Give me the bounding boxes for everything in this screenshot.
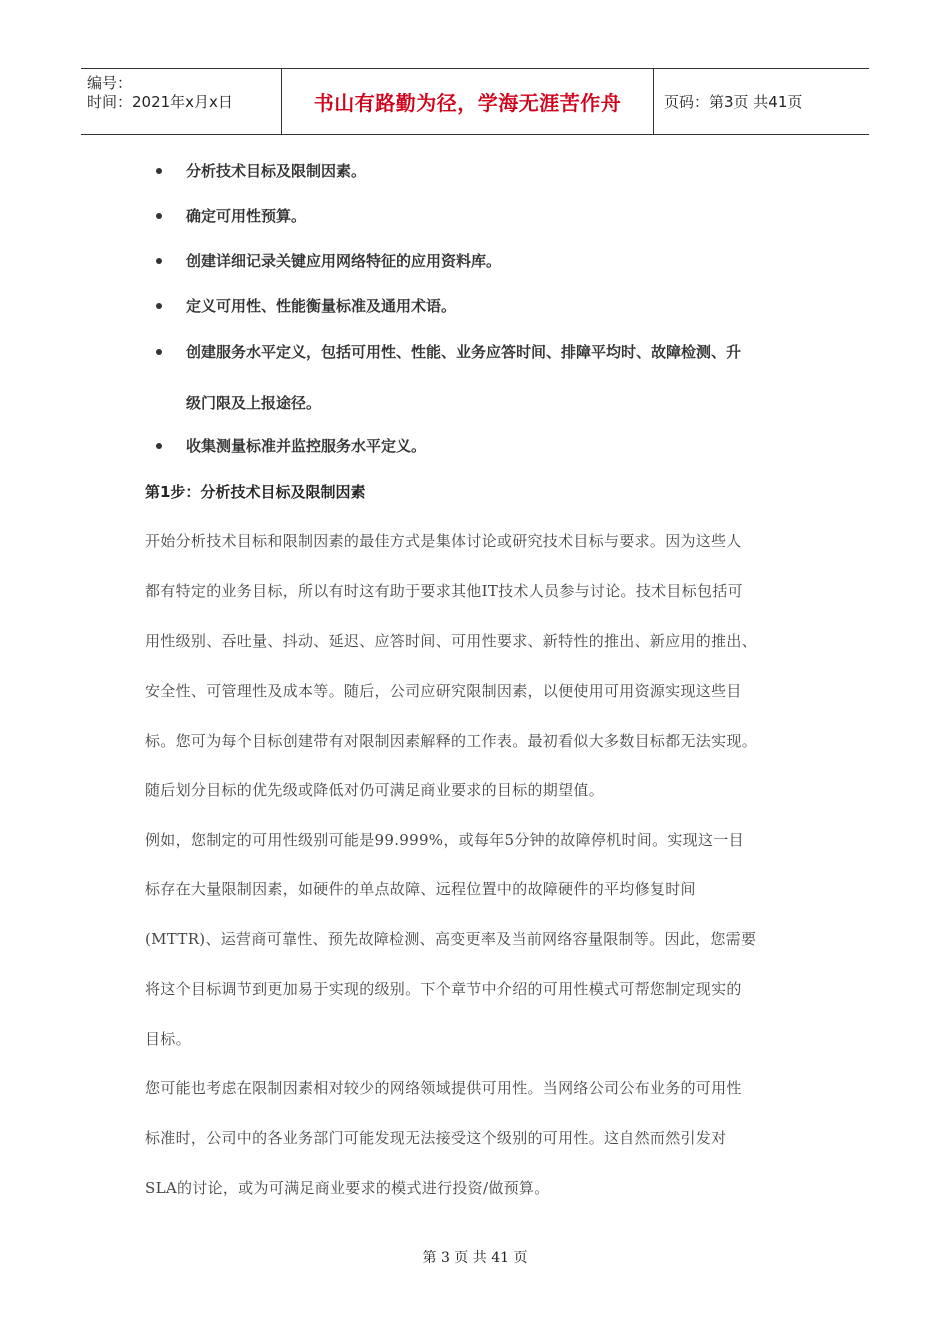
- doc-code-label: 编号：: [87, 74, 133, 92]
- bullet-item: 分析技术目标及限制因素。: [186, 162, 367, 180]
- paragraph-line: 用性级别、吞吐量、抖动、延迟、应答时间、可用性要求、新特性的推出、新应用的推出、: [145, 632, 758, 650]
- header-motto-cell: [281, 69, 654, 134]
- bullet-item-continuation: 级门限及上报途径。: [186, 394, 322, 412]
- bullet-item: 创建服务水平定义，包括可用性、性能、业务应答时间、排障平均时、故障检测、升: [186, 343, 742, 361]
- bullet-dot-icon: [156, 443, 162, 449]
- header-meta: [81, 69, 281, 134]
- paragraph-line: 将这个目标调节到更加易于实现的级别。下个章节中介绍的可用性模式可帮您制定现实的: [145, 980, 742, 998]
- paragraph-line: 安全性、可管理性及成本等。随后，公司应研究限制因素，以便使用可用资源实现这些目: [145, 682, 742, 700]
- bullet-dot-icon: [156, 258, 162, 264]
- bullet-item: 创建详细记录关键应用网络特征的应用资料库。: [186, 252, 502, 270]
- bullet-item: 定义可用性、性能衡量标准及通用术语。: [186, 297, 457, 315]
- header-motto: 书山有路勤为径，学海无涯苦作舟: [313, 91, 622, 115]
- paragraph-line: 都有特定的业务目标，所以有时这有助于要求其他IT技术人员参与讨论。技术目标包括可: [145, 582, 743, 600]
- bullet-dot-icon: [156, 168, 162, 174]
- paragraph-line: 随后划分目标的优先级或降低对仍可满足商业要求的目标的期望值。: [145, 781, 605, 799]
- paragraph-line: 例如，您制定的可用性级别可能是99.999%，或每年5分钟的故障停机时间。实现这一目: [145, 831, 744, 849]
- paragraph-line: 开始分析技术目标和限制因素的最佳方式是集体讨论或研究技术目标与要求。因为这些人: [145, 532, 742, 550]
- header-page-cell: [654, 69, 869, 134]
- paragraph-line: (MTTR)、运营商可靠性、预先故障检测、高变更率及当前网络容量限制等。因此，您需要: [145, 930, 757, 948]
- paragraph-line: 目标。: [145, 1030, 191, 1048]
- paragraph-line: 标准时，公司中的各业务部门可能发现无法接受这个级别的可用性。这自然而然引发对: [145, 1129, 727, 1147]
- paragraph-line: 标存在大量限制因素，如硬件的单点故障、远程位置中的故障硬件的平均修复时间: [145, 880, 696, 898]
- bullet-dot-icon: [156, 303, 162, 309]
- page-header: [81, 68, 869, 135]
- bullet-dot-icon: [156, 213, 162, 219]
- step-heading: 第1步：分析技术目标及限制因素: [145, 483, 366, 501]
- paragraph-line: 您可能也考虑在限制因素相对较少的网络领域提供可用性。当网络公司公布业务的可用性: [145, 1079, 742, 1097]
- bullet-dot-icon: [156, 349, 162, 355]
- paragraph-line: 标。您可为每个目标创建带有对限制因素解释的工作表。最初看似大多数目标都无法实现。: [145, 732, 758, 750]
- bullet-item: 确定可用性预算。: [186, 207, 307, 225]
- bullet-item: 收集测量标准并监控服务水平定义。: [186, 437, 427, 455]
- doc-date: 时间：2021年x月x日: [87, 93, 233, 111]
- page-footer: 第 3 页 共 41 页: [422, 1250, 528, 1266]
- header-page-code: 页码：第3页 共41页: [664, 93, 803, 111]
- paragraph-line: SLA的讨论，或为可满足商业要求的模式进行投资/做预算。: [145, 1179, 550, 1197]
